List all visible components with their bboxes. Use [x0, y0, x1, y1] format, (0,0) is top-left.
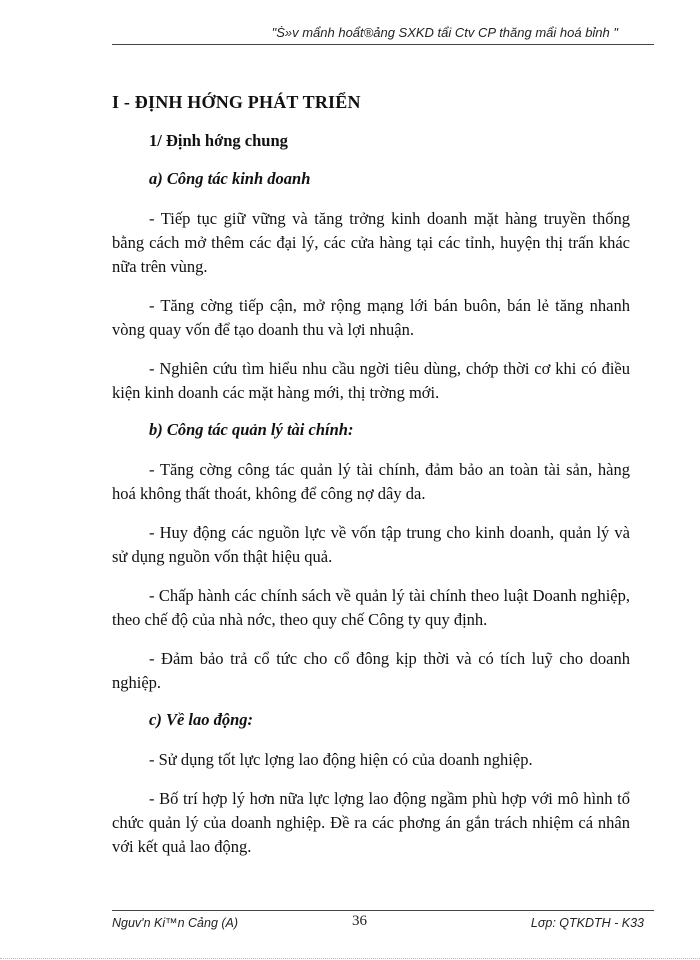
paragraph: - Tiếp tục giữ vững và tăng trởng kinh doanh mặt hàng truyền thống bằng cách mở thêm các đại lý, các cửa hàng tại các tỉnh, huyện thị trấn khác nữa trên vùng.: [112, 209, 630, 276]
heading-labor: c) Về lao động:: [149, 710, 254, 729]
heading-business: a) Công tác kinh doanh: [149, 169, 311, 188]
page-bottom-border: [0, 958, 700, 959]
header-rule: [112, 44, 654, 45]
section-title: I - ĐỊNH HỚNG PHÁT TRIỂN: [112, 92, 361, 112]
paragraph: - Sử dụng tốt lực lợng lao động hiện có của doanh nghiệp.: [149, 750, 533, 769]
paragraph: - Huy động các nguồn lực về vốn tập trung cho kinh doanh, quản lý và sử dụng nguồn vốn thật hiệu quả.: [112, 523, 630, 566]
subsection-title: 1/ Định hớng chung: [149, 131, 288, 150]
paragraph: - Bố trí hợp lý hơn nữa lực lợng lao động ngầm phù hợp với mô hình tổ chức quản lý của doanh nghiệp. Đề ra các phơng án gắn trách nhiệm cá nhân với kết quả lao động.: [112, 789, 630, 856]
running-header: "Ṡ»v mẩnh hoẩt®ảng SXKD tẩi Ctv CP thăng mẩi hoá bỉnh ": [271, 25, 618, 40]
paragraph: - Chấp hành các chính sách về quản lý tài chính theo luật Doanh nghiệp, theo chế độ của nhà nớc, theo quy chế Công ty quy định.: [112, 586, 630, 629]
paragraph: - Đảm bảo trả cổ tức cho cổ đông kịp thời và có tích luỹ cho doanh nghiệp.: [112, 649, 630, 692]
paragraph: - Tăng cờng tiếp cận, mở rộng mạng lới bán buôn, bán lẻ tăng nhanh vòng quay vốn để tạo doanh thu và lợi nhuận.: [112, 296, 630, 339]
heading-finance: b) Công tác quản lý tài chính:: [149, 420, 354, 439]
page-number: 36: [352, 913, 367, 929]
page-content: [112, 92, 630, 874]
paragraph: - Tăng cờng công tác quản lý tài chính, đảm bảo an toàn tài sản, hàng hoá không thất thoát, không để công nợ dây da.: [112, 460, 630, 503]
paragraph: - Nghiên cứu tìm hiểu nhu cầu ngời tiêu dùng, chớp thời cơ khi có điều kiện kinh doanh các mặt hàng mới, thị trờng mới.: [112, 359, 630, 402]
footer-author: Nguv'n Ki™n Cảng (A): [112, 916, 239, 930]
footer-rule: [112, 910, 654, 911]
footer-class: Lσp: QTKDTH - K33: [530, 916, 644, 930]
